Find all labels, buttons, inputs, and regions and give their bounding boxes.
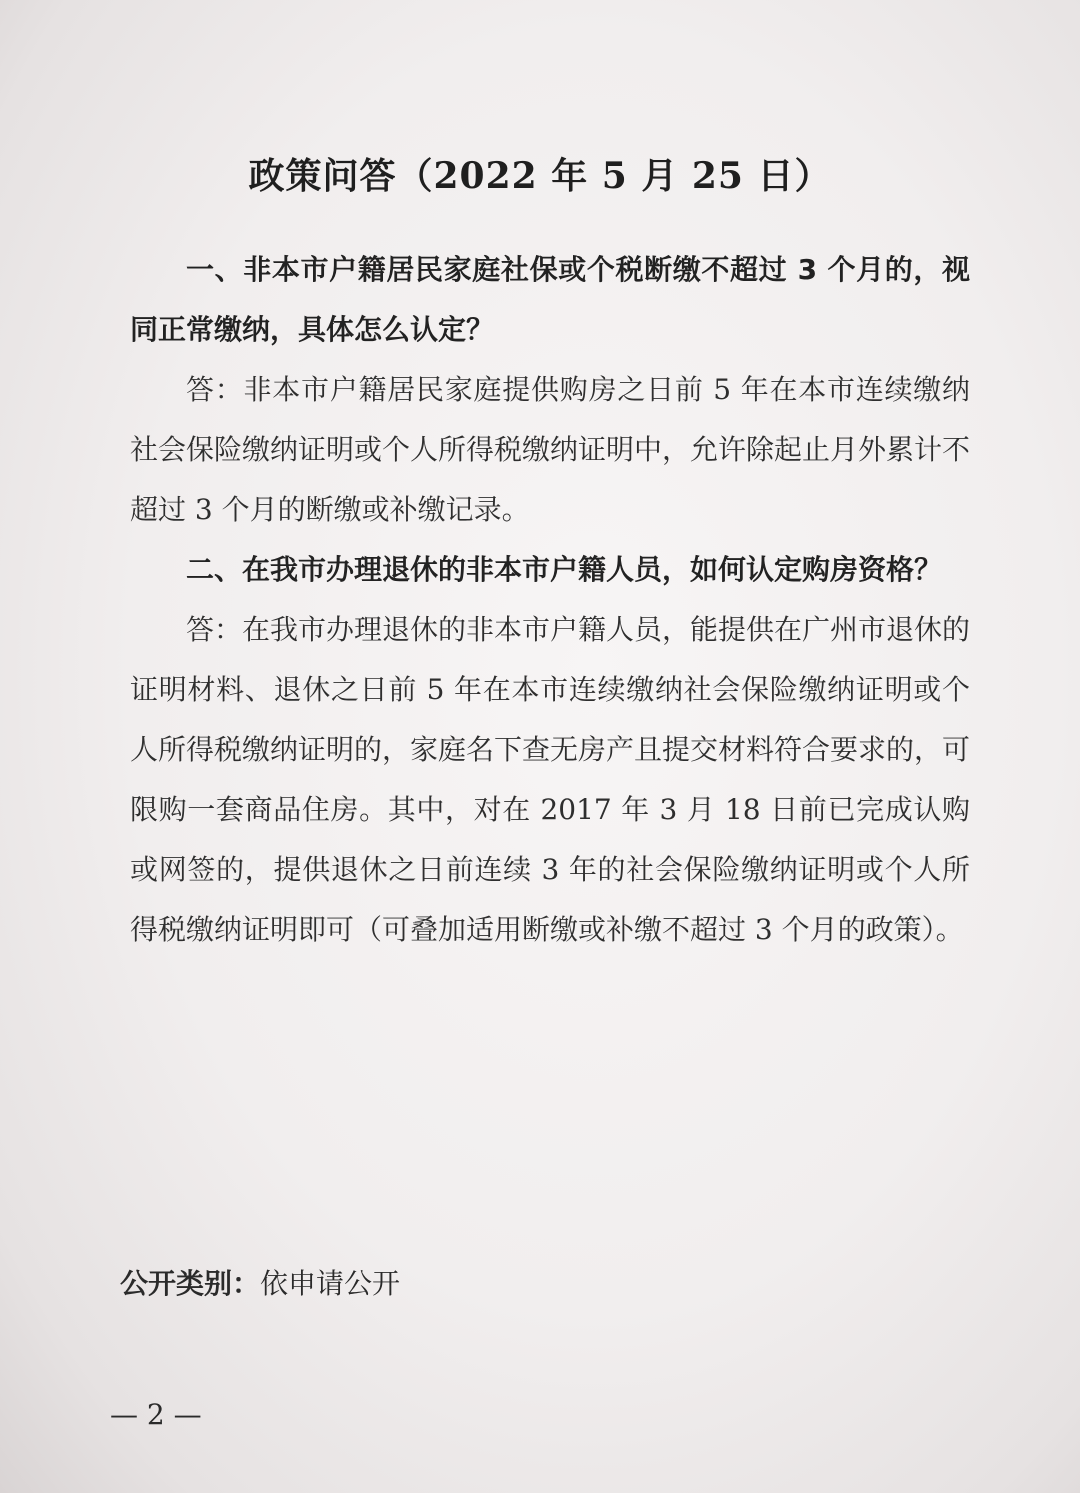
- question-1: 一、非本市户籍居民家庭社保或个税断缴不超过 3 个月的，视同正常缴纳，具体怎么认定？: [130, 253, 970, 346]
- page-number: — 2 —: [110, 1398, 202, 1431]
- answer-2: 答：在我市办理退休的非本市户籍人员，能提供在广州市退休的证明材料、退休之日前 5 年在本市连续缴纳社会保险缴纳证明或个人所得税缴纳证明的，家庭名下查无房产且提交材料符合要求的，可限购一套商品住房。其中，对在 2017 年 3 月 18 日前已完成认购或网签的，提供退休之日前连续 3 年的社会保险缴纳证明或个人所得税缴纳证明即可（可叠加适用断缴或补缴不超过 3 个月的政策）。: [130, 613, 971, 946]
- question-2: 二、在我市办理退休的非本市户籍人员，如何认定购房资格？: [186, 553, 943, 586]
- disclosure-value: 依申请公开: [260, 1267, 401, 1300]
- disclosure-label: 公开类别：: [120, 1267, 261, 1300]
- document-title: 政策问答（2022 年 5 月 25 日）: [248, 155, 832, 197]
- answer-1: 答：非本市户籍居民家庭提供购房之日前 5 年在本市连续缴纳社会保险缴纳证明或个人所得税缴纳证明中，允许除起止月外累计不超过 3 个月的断缴或补缴记录。: [130, 373, 971, 526]
- disclosure-category: [120, 1262, 400, 1302]
- document-body: [130, 240, 970, 960]
